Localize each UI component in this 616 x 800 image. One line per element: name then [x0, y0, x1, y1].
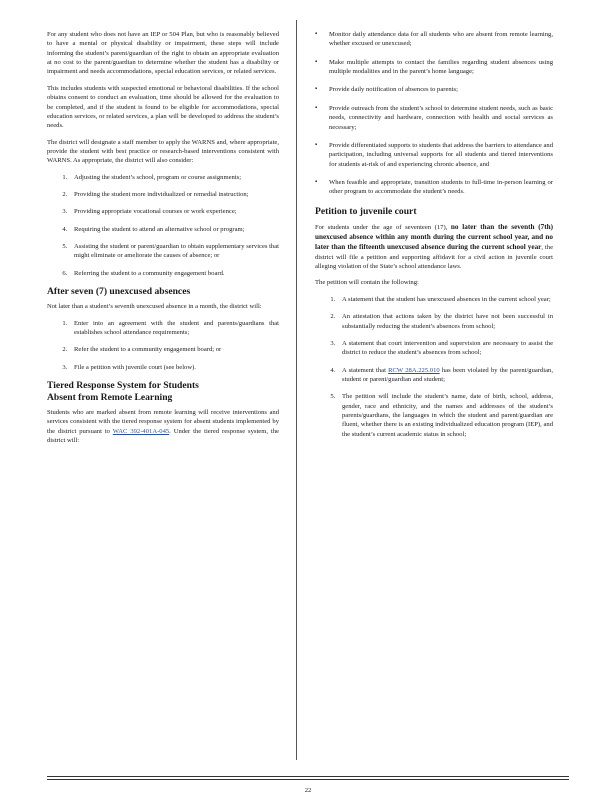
list-item: 3. A statement that court intervention and supervision are necessary to assist the district to reduce the student’s absences from school;: [337, 339, 553, 358]
bullet-item: ▪ Provide differentiated supports to students that address the barriers to attendance and participation, including universal supports for all students and tiered interventions for students at-risk of and experiencing chronic absence, and: [315, 141, 553, 169]
column-divider: [296, 20, 297, 760]
list-item: 5. The petition will include the student’s name, date of birth, school, address, gender, race and ethnicity, and the names and addresses of the student’s parents/guardians, the languages in which the student and parent/guardian are fluent, whether there is an existing individualized education program (IEP), and the student’s current academic status in school;: [337, 392, 553, 439]
list-item: 2. An attestation that actions taken by the district have not been successful in substantially reducing the student’s absences from school;: [337, 312, 553, 331]
petition-list: [315, 295, 553, 439]
page-number: 22: [304, 787, 312, 794]
list-item: 4. A statement that RCW 28A.225.010 has been violated by the parent/guardian, student or parent/guardian and student;: [337, 366, 553, 385]
list-item: 1. A statement that the student has unexcused absences in the current school year;: [337, 295, 553, 304]
bullet-item: ▪ Make multiple attempts to contact the families regarding student absences using multiple modalities and in the parent’s home language;: [315, 58, 553, 77]
list-item: 6. Referring the student to a community engagement board.: [69, 269, 279, 278]
seven-absence-list: [47, 319, 279, 372]
paragraph-behavioral: This includes students with suspected emotional or behavioral disabilities. If the school obtains consent to conduct an evaluation, time should be allowed for the evaluation to be completed, and if the student is found to be eligible for accommodations, special education services, or related services, a plan will be developed to address the student’s needs.: [47, 84, 279, 130]
paragraph-remote: Students who are marked absent from remote learning will receive interventions and services consistent with the tiered response system for absent students implemented by the district pursuant to WAC 392-401A-045. Under the tiered response system, the district will:: [47, 408, 279, 445]
left-column: [47, 30, 279, 452]
tiered-bullet-list: [315, 30, 553, 197]
paragraph-disability: For any student who does not have an IEP or 504 Plan, but who is reasonably believed to have a mental or physical disability or impairment, these steps will include informing the student’s parent/guardian of the right to obtain an appropriate evaluation at no cost to the parent/guardian to determine whether the student has a disability or impairment and needs accommodations, special education services, or related services.: [47, 31, 279, 76]
heading-seven-absences: After seven (7) unexcused absences: [47, 286, 191, 298]
bullet-item: ▪ When feasible and appropriate, transition students to full-time in-person learning or other program to accommodate the student’s needs.: [315, 178, 553, 197]
list-item: 3. File a petition with juvenile court (see below).: [69, 363, 279, 372]
paragraph-petition-contents: The petition will contain the following:: [315, 279, 419, 287]
list-item: 2. Refer the student to a community engagement board; or: [69, 345, 279, 354]
heading-tiered-line2: Absent from Remote Learning: [47, 391, 173, 403]
bullet-item: ▪ Provide daily notification of absences to parents;: [315, 85, 553, 94]
paragraph-seventh: Not later than a student’s seventh unexcused absence in a month, the district will:: [47, 303, 262, 311]
list-item: 3. Providing appropriate vocational courses or work experience;: [69, 207, 279, 216]
petition-deadline: no later than the seventh (7th) unexcused absence within any month during the current school year, and no later than the fifteenth unexcused absence during the current school year: [315, 222, 553, 252]
right-column: [315, 30, 553, 447]
heading-tiered-response: [47, 380, 279, 404]
footer-rule: [47, 776, 569, 777]
paragraph-warns: The district will designate a staff member to apply the WARNS and, where appropriate, provide the student with best practice or research-based interventions consistent with WARNS. As appropriate, the district will also consider:: [47, 138, 279, 165]
rcw-link[interactable]: RCW 28A.225.010: [388, 366, 440, 374]
paragraph-petition: For students under the age of seventeen (17), no later than the seventh (7th) unexcused absence within any month during the current school year, and no later than the fifteenth unexcused absence during the current school year, the district will file a petition and supporting affidavit for a civil action in juvenile court alleging violation of the State’s school attendance laws.: [315, 222, 553, 271]
heading-petition: Petition to juvenile court: [315, 205, 417, 217]
bullet-item: ▪ Provide outreach from the student’s school to determine student needs, such as basic needs, connectivity and hardware, connection with health and social services as necessary;: [315, 104, 553, 132]
list-item: 1. Enter into an agreement with the student and parents/guardians that establishes school attendance requirements;: [69, 319, 279, 338]
footer-rule-secondary: [47, 779, 569, 780]
bullet-item: ▪ Monitor daily attendance data for all students who are absent from remote learning, whether excused or unexcused;: [315, 30, 553, 49]
consider-list: [47, 173, 279, 279]
list-item: 5. Assisting the student or parent/guardian to obtain supplementary services that might eliminate or ameliorate the causes of absence; or: [69, 242, 279, 261]
heading-tiered-line1: Tiered Response System for Students: [47, 379, 199, 391]
list-item: 1. Adjusting the student’s school, program or course assignments;: [69, 173, 279, 182]
wac-link[interactable]: WAC 392-401A-045: [112, 427, 170, 435]
list-item: 2. Providing the student more individualized or remedial instruction;: [69, 190, 279, 199]
list-item: 4. Requiring the student to attend an alternative school or program;: [69, 225, 279, 234]
